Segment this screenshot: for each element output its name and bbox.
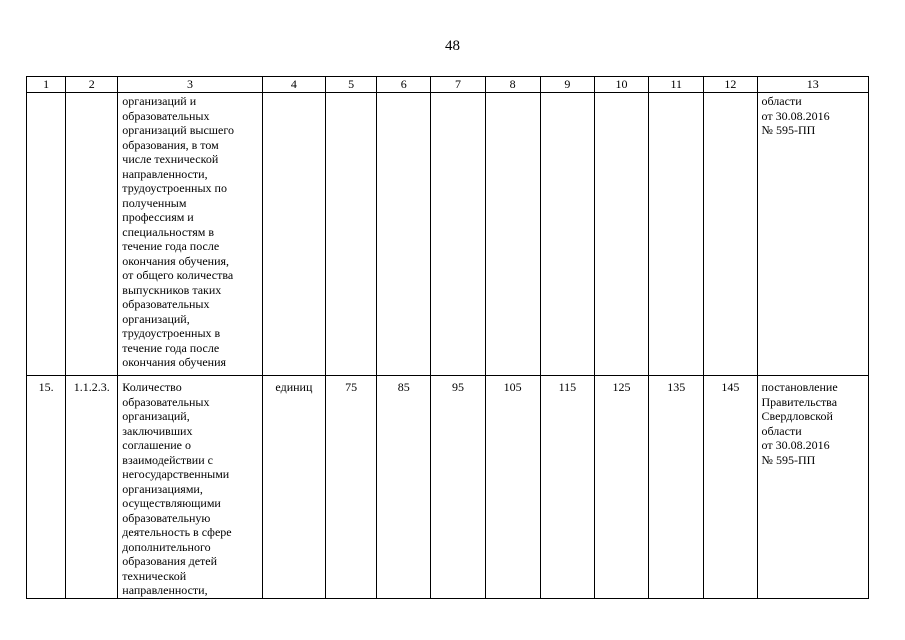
indicator-name-cell: организаций и образовательных организаций высшего образования, в том числе технической направленности, трудоустроенных по полученным профессиям и специальностям в течение года после окончания обучения, от общего количества выпускников таких образовательных организаций, трудоустроенных в течение года после окончания обучения bbox=[118, 93, 263, 376]
indicators-table bbox=[26, 76, 869, 599]
header-row bbox=[27, 77, 869, 93]
unit-cell bbox=[262, 93, 325, 376]
value-cell: 135 bbox=[649, 376, 704, 599]
value-cell: 95 bbox=[431, 376, 485, 599]
header-col-13: 13 bbox=[757, 77, 869, 93]
code-cell: 1.1.2.3. bbox=[66, 376, 118, 599]
unit-cell: единиц bbox=[262, 376, 325, 599]
header-col-3: 3 bbox=[118, 77, 263, 93]
header-col-6: 6 bbox=[377, 77, 431, 93]
indicator-name-cell: Количество образовательных организаций, заключивших соглашение о взаимодействии с негосударственными организациями, осуществляющими образовательную деятельность в сфере дополнительного образования детей технической направленности, bbox=[118, 376, 263, 599]
header-col-7: 7 bbox=[431, 77, 485, 93]
value-cell bbox=[704, 93, 757, 376]
value-cell bbox=[485, 93, 540, 376]
header-col-1: 1 bbox=[27, 77, 66, 93]
row-number-cell: 15. bbox=[27, 376, 66, 599]
value-cell bbox=[326, 93, 377, 376]
header-col-11: 11 bbox=[649, 77, 704, 93]
value-cell: 125 bbox=[594, 376, 648, 599]
header-col-10: 10 bbox=[594, 77, 648, 93]
value-cell: 75 bbox=[326, 376, 377, 599]
header-col-4: 4 bbox=[262, 77, 325, 93]
header-col-9: 9 bbox=[540, 77, 594, 93]
source-cell: постановление Правительства Свердловской области от 30.08.2016 № 595-ПП bbox=[757, 376, 869, 599]
value-cell bbox=[649, 93, 704, 376]
page-number: 48 bbox=[445, 38, 460, 54]
value-cell bbox=[540, 93, 594, 376]
source-cell: области от 30.08.2016 № 595-ПП bbox=[757, 93, 869, 376]
value-cell bbox=[594, 93, 648, 376]
value-cell: 145 bbox=[704, 376, 757, 599]
header-col-12: 12 bbox=[704, 77, 757, 93]
value-cell bbox=[377, 93, 431, 376]
value-cell: 105 bbox=[485, 376, 540, 599]
value-cell: 85 bbox=[377, 376, 431, 599]
table-row bbox=[27, 376, 869, 599]
row-number-cell bbox=[27, 93, 66, 376]
table-row bbox=[27, 93, 869, 376]
code-cell bbox=[66, 93, 118, 376]
header-col-5: 5 bbox=[326, 77, 377, 93]
header-col-8: 8 bbox=[485, 77, 540, 93]
header-col-2: 2 bbox=[66, 77, 118, 93]
value-cell: 115 bbox=[540, 376, 594, 599]
value-cell bbox=[431, 93, 485, 376]
